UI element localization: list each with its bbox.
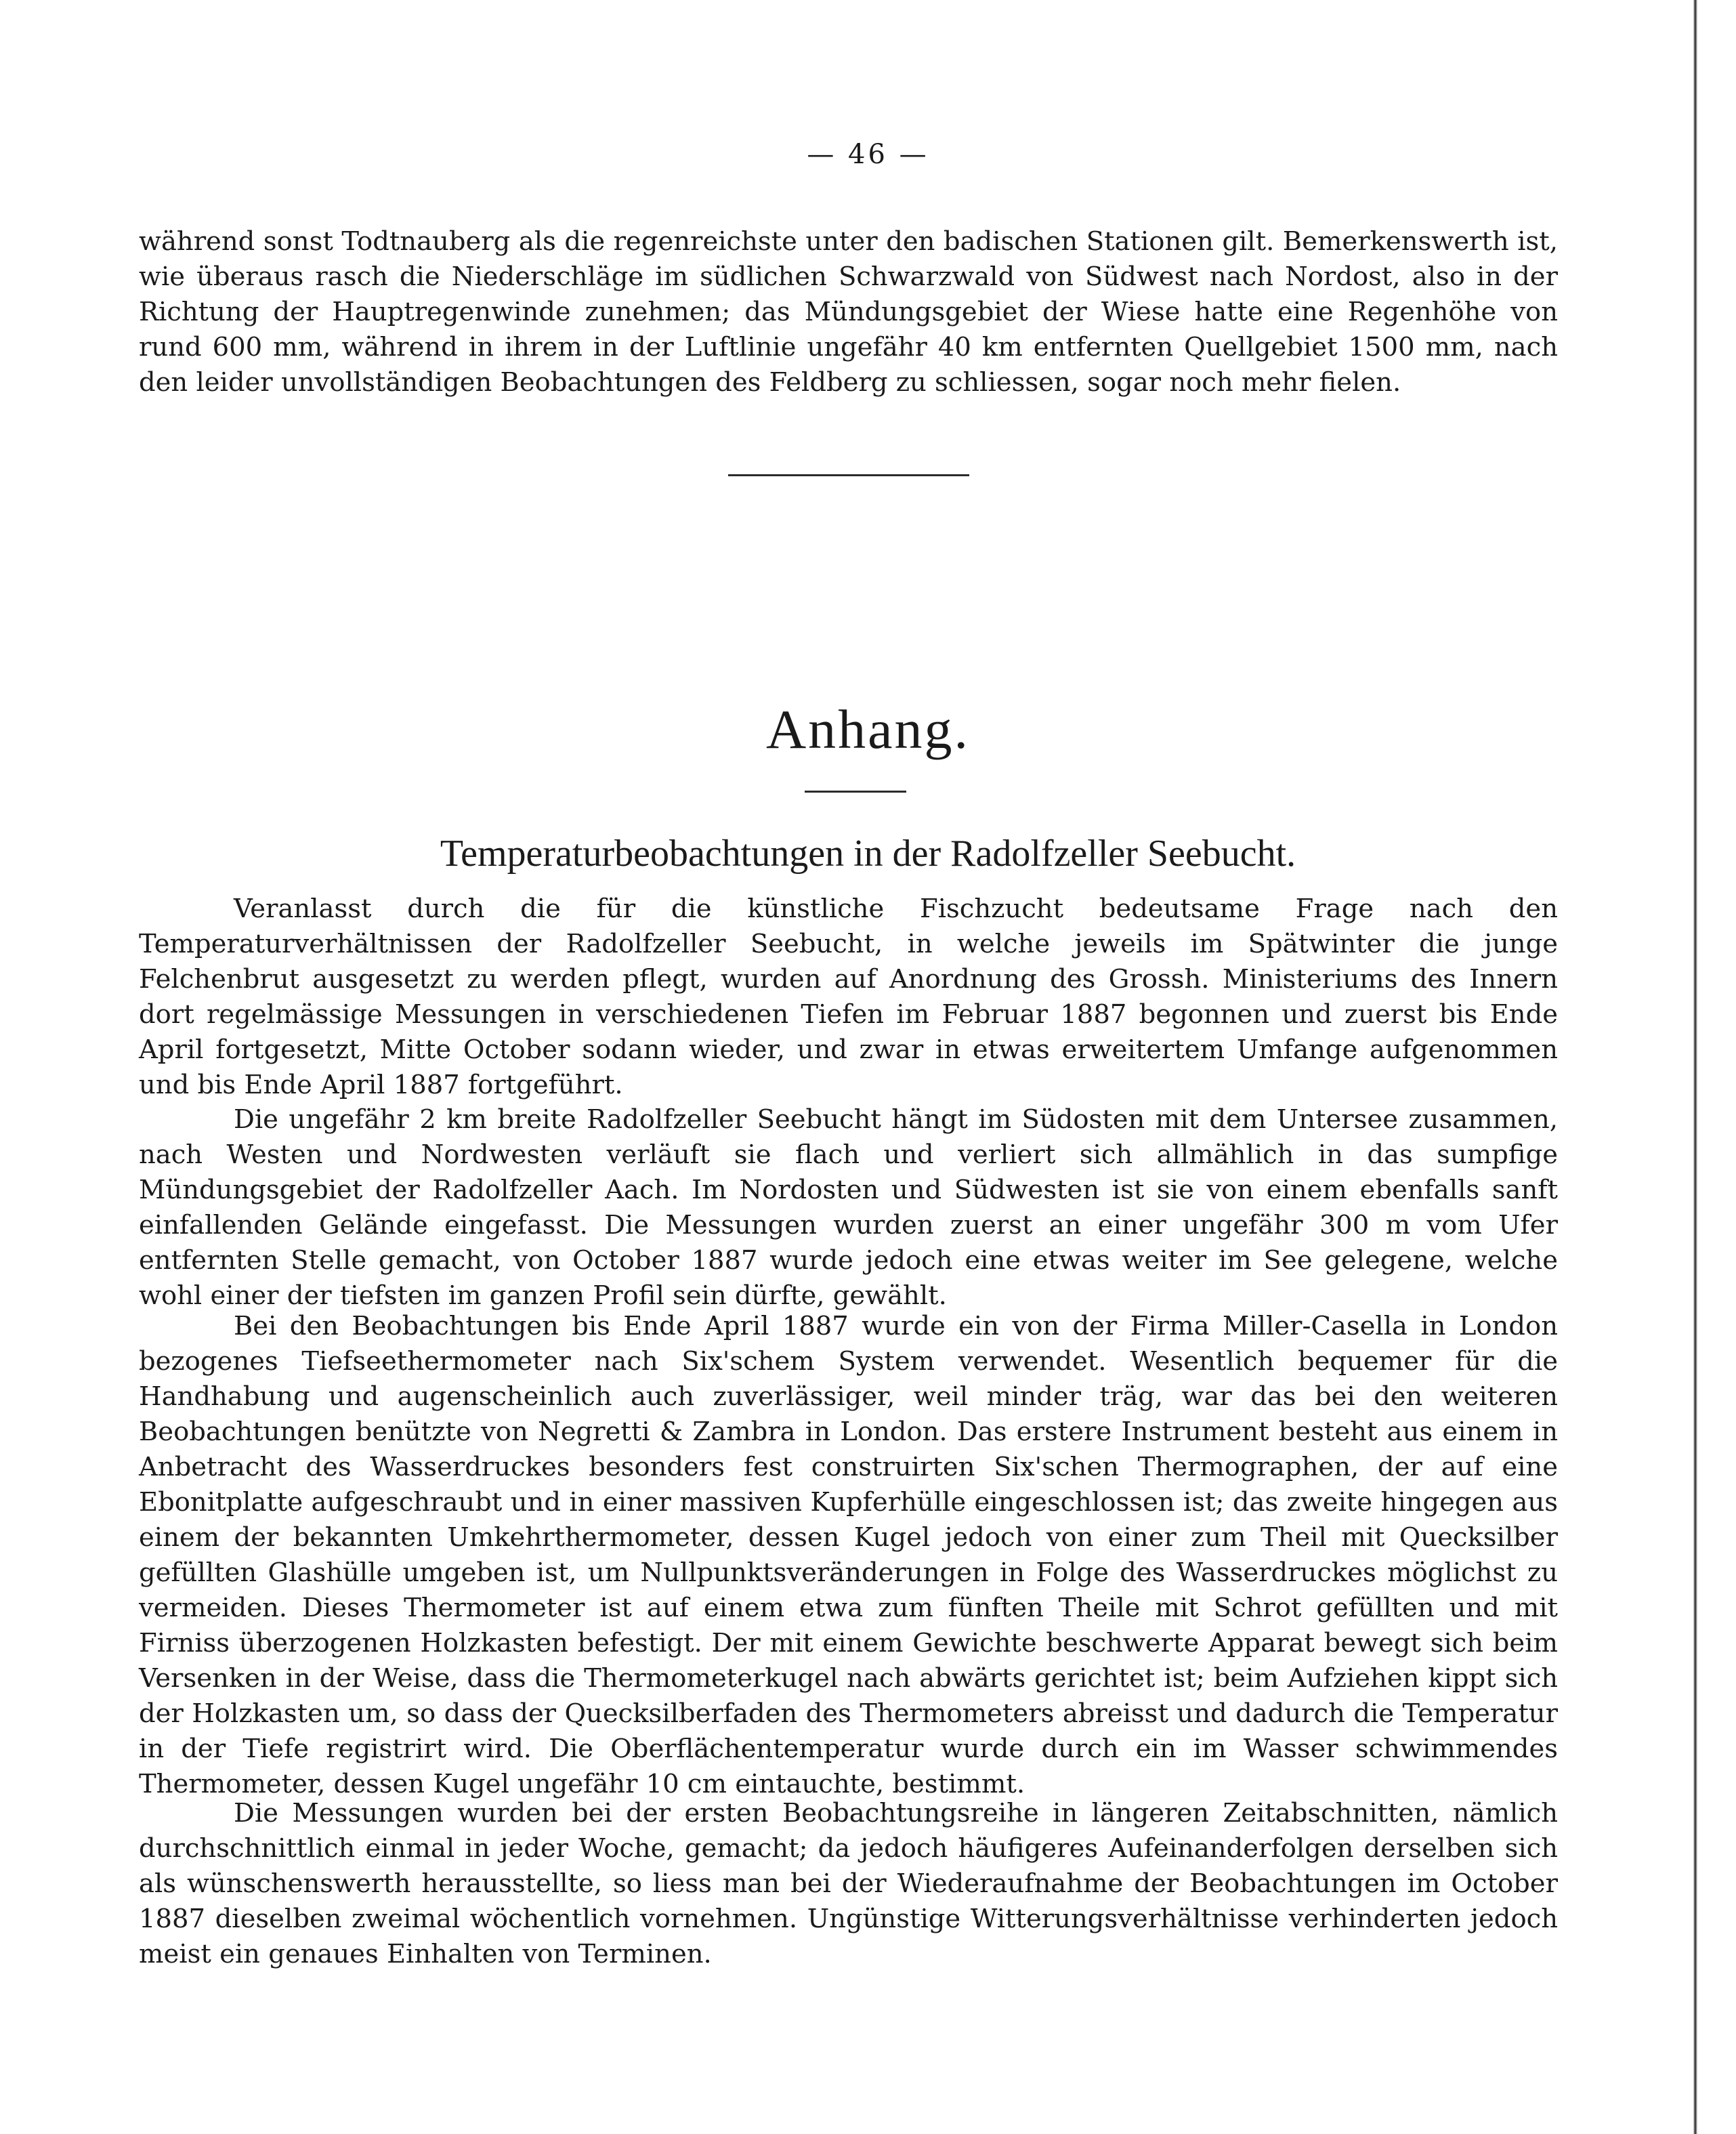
body-paragraph: Die Messungen wurden bei der ersten Beobachtungsreihe in längeren Zeitabschnitten, nämlich durchschnittlich einmal in jeder Woche, gemacht; da jedoch häufigeres Aufeinanderfolgen derselben sich als wünschenswerth herausstellte, so liess man bei der Wiederaufnahme der Beobachtungen im October 1887 dieselben zweimal wöchentlich vornehmen. Ungünstige Witterungsverhältnisse verhinderten jedoch meist ein genaues Einhalten von Terminen.	[139, 1798, 1558, 1969]
title-underline	[805, 791, 906, 793]
section-divider	[728, 474, 969, 476]
section-heading: Temperaturbeobachtungen in der Radolfzeller Seebucht.	[440, 833, 1296, 875]
intro-paragraph: während sonst Todtnauberg als die regenreichste unter den badischen Stationen gilt. Bemerkenswerth ist, wie überaus rasch die Niederschläge im südlichen Schwarzwald von Südwest nach Nordost, also in der Richtung der Hauptregenwinde zunehmen; das Mündungsgebiet der Wiese hatte eine Regenhöhe von rund 600 mm, während in ihrem in der Luftlinie ungefähr 40 km entfernten Quellgebiet 1500 mm, nach den leider unvollständigen Beobachtungen des Feldberg zu schliessen, sogar noch mehr fielen.	[139, 226, 1558, 398]
body-paragraph: Veranlasst durch die für die künstliche Fischzucht bedeutsame Frage nach den Temperaturverhältnissen der Radolfzeller Seebucht, in welche jeweils im Spätwinter die junge Felchenbrut ausgesetzt zu werden pflegt, wurden auf Anordnung des Grossh. Ministeriums des Innern dort regelmässige Messungen in verschiedenen Tiefen im Februar 1887 begonnen und zuerst bis Ende April fortgesetzt, Mitte October sodann wieder, und zwar in etwas erweitertem Umfange aufgenommen und bis Ende April 1887 fortgeführt.	[139, 894, 1558, 1100]
body-paragraph: Die ungefähr 2 km breite Radolfzeller Seebucht hängt im Südosten mit dem Untersee zusammen, nach Westen und Nordwesten verläuft sie flach und verliert sich allmählich in das sumpfige Mündungsgebiet der Radolfzeller Aach. Im Nordosten und Südwesten ist sie von einem ebenfalls sanft einfallenden Gelände eingefasst. Die Messungen wurden zuerst an einer ungefähr 300 m vom Ufer entfernten Stelle gemacht, von October 1887 wurde jedoch eine etwas weiter im See gelegene, welche wohl einer der tiefsten im ganzen Profil sein dürfte, gewählt.	[139, 1104, 1558, 1311]
appendix-title: Anhang.	[765, 698, 971, 760]
page-edge-binding	[1693, 0, 1697, 2134]
body-paragraph: Bei den Beobachtungen bis Ende April 1887 wurde ein von der Firma Miller-Casella in London bezogenes Tiefseethermometer nach Six'schem System verwendet. Wesentlich bequemer für die Handhabung und augenscheinlich auch zuverlässiger, weil minder träg, war das bei den weiteren Beobachtungen benützte von Negretti & Zambra in London. Das erstere Instrument besteht aus einem in Anbetracht des Wasserdruckes besonders fest construirten Six'schen Thermographen, der auf eine Ebonitplatte aufgeschraubt und in einer massiven Kupferhülle eingeschlossen ist; das zweite hingegen aus einem der bekannten Umkehrthermometer, dessen Kugel jedoch von einer zum Theil mit Quecksilber gefüllten Glashülle umgeben ist, um Nullpunktsveränderungen in Folge des Wasserdruckes möglichst zu vermeiden. Dieses Thermometer ist auf einem etwa zum fünften Theile mit Schrot gefüllten und mit Firniss überzogenen Holzkasten befestigt. Der mit einem Gewichte beschwerte Apparat bewegt sich beim Versenken in der Weise, dass die Thermometerkugel nach abwärts gerichtet ist; beim Aufziehen kippt sich der Holzkasten um, so dass der Quecksilberfaden des Thermometers abreisst und dadurch die Temperatur in der Tiefe registrirt wird. Die Oberflächentemperatur wurde durch ein im Wasser schwimmendes Thermometer, dessen Kugel ungefähr 10 cm eintauchte, bestimmt.	[139, 1311, 1558, 1799]
page-number: — 46 —	[807, 139, 929, 170]
